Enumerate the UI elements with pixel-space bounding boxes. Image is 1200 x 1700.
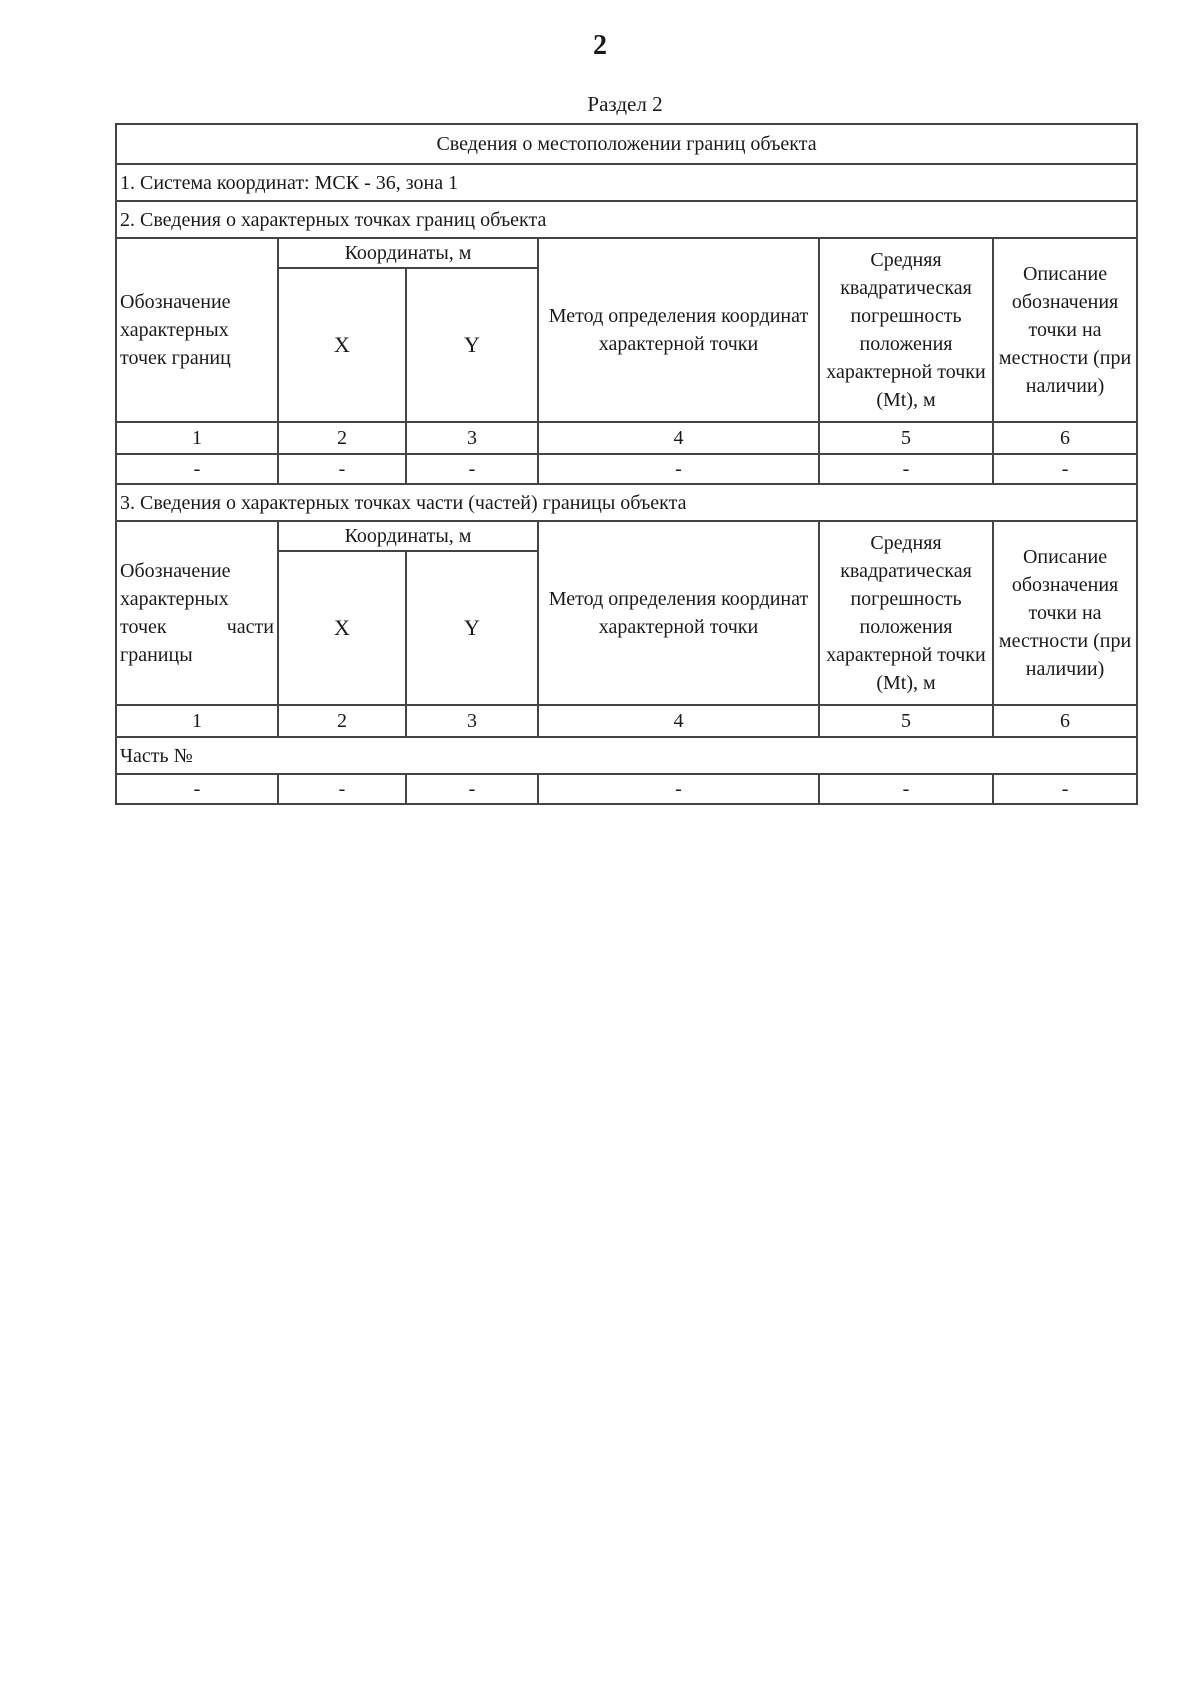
table-cell: - (993, 774, 1137, 804)
table-cell: 5 (819, 422, 993, 454)
table-cell: - (406, 774, 538, 804)
table-cell: 3 (406, 422, 538, 454)
block2-col-coords: Координаты, м (278, 521, 538, 551)
page-number: 2 (593, 30, 607, 61)
block2-title-row (116, 484, 1137, 521)
block1-title-row (116, 201, 1137, 238)
block2-number-row (116, 705, 1137, 737)
block1-title: 2. Сведения о характерных точках границ объекта (116, 201, 1137, 238)
table-cell: - (116, 774, 278, 804)
table-cell: - (406, 454, 538, 484)
table-cell: 1 (116, 705, 278, 737)
block2-col-description: Описание обозначения точки на местности (при наличии) (993, 521, 1137, 705)
table-cell: - (538, 774, 819, 804)
table-cell: - (993, 454, 1137, 484)
table-cell: 3 (406, 705, 538, 737)
block1-col-x: X (278, 268, 406, 422)
boundary-table (115, 123, 1138, 805)
table-title: Сведения о местоположении границ объекта (116, 124, 1137, 164)
table-row (116, 454, 1137, 484)
block2-col-y: Y (406, 551, 538, 705)
table-cell: - (819, 774, 993, 804)
block1-col-method: Метод определения координат характерной точки (538, 238, 819, 422)
block2-col-method: Метод определения координат характерной точки (538, 521, 819, 705)
block1-col-designation: Обозначение характерных точек границ (116, 238, 278, 422)
table-cell: 6 (993, 422, 1137, 454)
table-cell: 4 (538, 705, 819, 737)
block2-col-x: X (278, 551, 406, 705)
table-title-row (116, 124, 1137, 164)
section-caption: Раздел 2 (587, 92, 663, 116)
table-cell: 4 (538, 422, 819, 454)
block1-col-y: Y (406, 268, 538, 422)
table-cell: 2 (278, 705, 406, 737)
coord-system: 1. Система координат: МСК - 36, зона 1 (116, 164, 1137, 201)
block1-header-row (116, 238, 1137, 268)
block1-number-row (116, 422, 1137, 454)
part-label-row (116, 737, 1137, 774)
table-cell: 6 (993, 705, 1137, 737)
table-cell: 1 (116, 422, 278, 454)
part-label: Часть № (116, 737, 1137, 774)
table-cell: 2 (278, 422, 406, 454)
coord-system-row (116, 164, 1137, 201)
block1-col-coords: Координаты, м (278, 238, 538, 268)
table-row (116, 774, 1137, 804)
block2-col-designation: Обозначение характерных точек части границы (116, 521, 278, 705)
table-cell: - (538, 454, 819, 484)
block1-col-description: Описание обозначения точки на местности (при наличии) (993, 238, 1137, 422)
block2-title: 3. Сведения о характерных точках части (частей) границы объекта (116, 484, 1137, 521)
block2-col-error: Средняя квадратическая погрешность положения характерной точки (Mt), м (819, 521, 993, 705)
table-cell: - (819, 454, 993, 484)
table-cell: - (278, 774, 406, 804)
table-cell: - (278, 454, 406, 484)
block2-header-row (116, 521, 1137, 551)
table-cell: - (116, 454, 278, 484)
block1-col-error: Средняя квадратическая погрешность положения характерной точки (Mt), м (819, 238, 993, 422)
table-cell: 5 (819, 705, 993, 737)
